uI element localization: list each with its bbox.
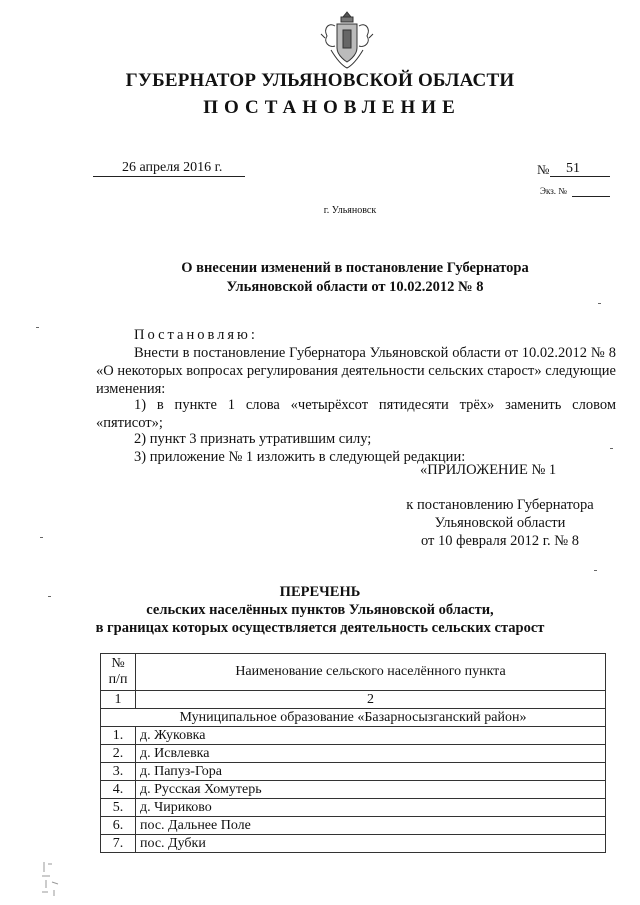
row-number: 7. [101,835,136,853]
table-row [101,781,606,799]
scan-speck [40,537,43,538]
row-number: 2. [101,745,136,763]
table-index-row [101,691,606,709]
appendix-line-1: к постановлению Губернатора [406,497,594,513]
table-row [101,727,606,745]
appendix-line-3: от 10 февраля 2012 г. № 8 [420,533,580,549]
row-settlement: д. Русская Хомутерь [136,781,606,799]
city-label: г. Ульяновск [323,205,377,216]
col-number-header: № п/п [101,654,136,691]
row-settlement: д. Папуз-Гора [136,763,606,781]
row-settlement: д. Чириково [136,799,606,817]
table-header-row [101,654,606,691]
scan-speck [48,596,51,597]
appendix-line-2: Ульяновской области [434,515,566,531]
col-name-header: Наименование сельского населённого пункта [136,654,606,691]
list-subtitle-1: сельских населённых пунктов Ульяновской области, [146,602,494,618]
list-heading [0,583,640,637]
col-name-index: 2 [136,691,606,709]
date-underline [93,176,245,177]
table-row [101,799,606,817]
row-settlement: пос. Дальнее Поле [136,817,606,835]
copy-number-underline [572,196,610,197]
settlements-table [100,653,606,853]
col-number-index: 1 [101,691,136,709]
row-settlement: д. Исвлевка [136,745,606,763]
intro-paragraph: Внести в постановление Губернатора Ульяновской области от 10.02.2012 № 8 «О некоторых вопросах регулирования деятельности сельских старост» следующие изменения: [96,345,616,397]
document-number: 51 [566,161,580,176]
appendix-title: «ПРИЛОЖЕНИЕ № 1 [420,462,557,478]
row-settlement: пос. Дубки [136,835,606,853]
scan-stamp-mark [38,858,68,898]
appendix-reference [360,496,640,550]
row-number: 6. [101,817,136,835]
change-item-2: 2) пункт 3 признать утратившим силу; [134,431,372,447]
document-type-heading: ПОСТАНОВЛЕНИЕ [203,97,461,118]
table-row [101,817,606,835]
number-underline [550,176,610,177]
row-number: 3. [101,763,136,781]
row-number: 4. [101,781,136,799]
table-row [101,763,606,781]
change-item-1: 1) в пункте 1 слова «четырёхсот пятидесяти трёх» заменить словом «пятисот»; [96,397,616,431]
copy-number-label: Экз. № [540,186,567,196]
table-row [101,745,606,763]
list-subtitle-2: в границах которых осуществляется деятельность сельских старост [95,620,545,636]
table-section-row [101,709,606,727]
change-item-3: 3) приложение № 1 изложить в следующей редакции: [134,449,466,465]
list-title: ПЕРЕЧЕНЬ [279,584,361,600]
row-number: 1. [101,727,136,745]
scan-speck [594,570,597,571]
scan-speck [610,448,613,449]
decree-word: Постановляю: [134,327,258,343]
scan-speck [36,327,39,328]
row-settlement: д. Жуковка [136,727,606,745]
row-number: 5. [101,799,136,817]
scan-speck [598,303,601,304]
number-sign: № [537,162,550,177]
governor-heading: ГУБЕРНАТОР УЛЬЯНОВСКОЙ ОБЛАСТИ [125,70,515,91]
document-date: 26 апреля 2016 г. [122,160,223,175]
municipality-section: Муниципальное образование «Базарносызганский район» [101,709,606,727]
table-row [101,835,606,853]
coat-of-arms-emblem [319,8,375,72]
document-title: О внесении изменений в постановление Губернатора Ульяновской области от 10.02.2012 № 8 [181,260,529,295]
